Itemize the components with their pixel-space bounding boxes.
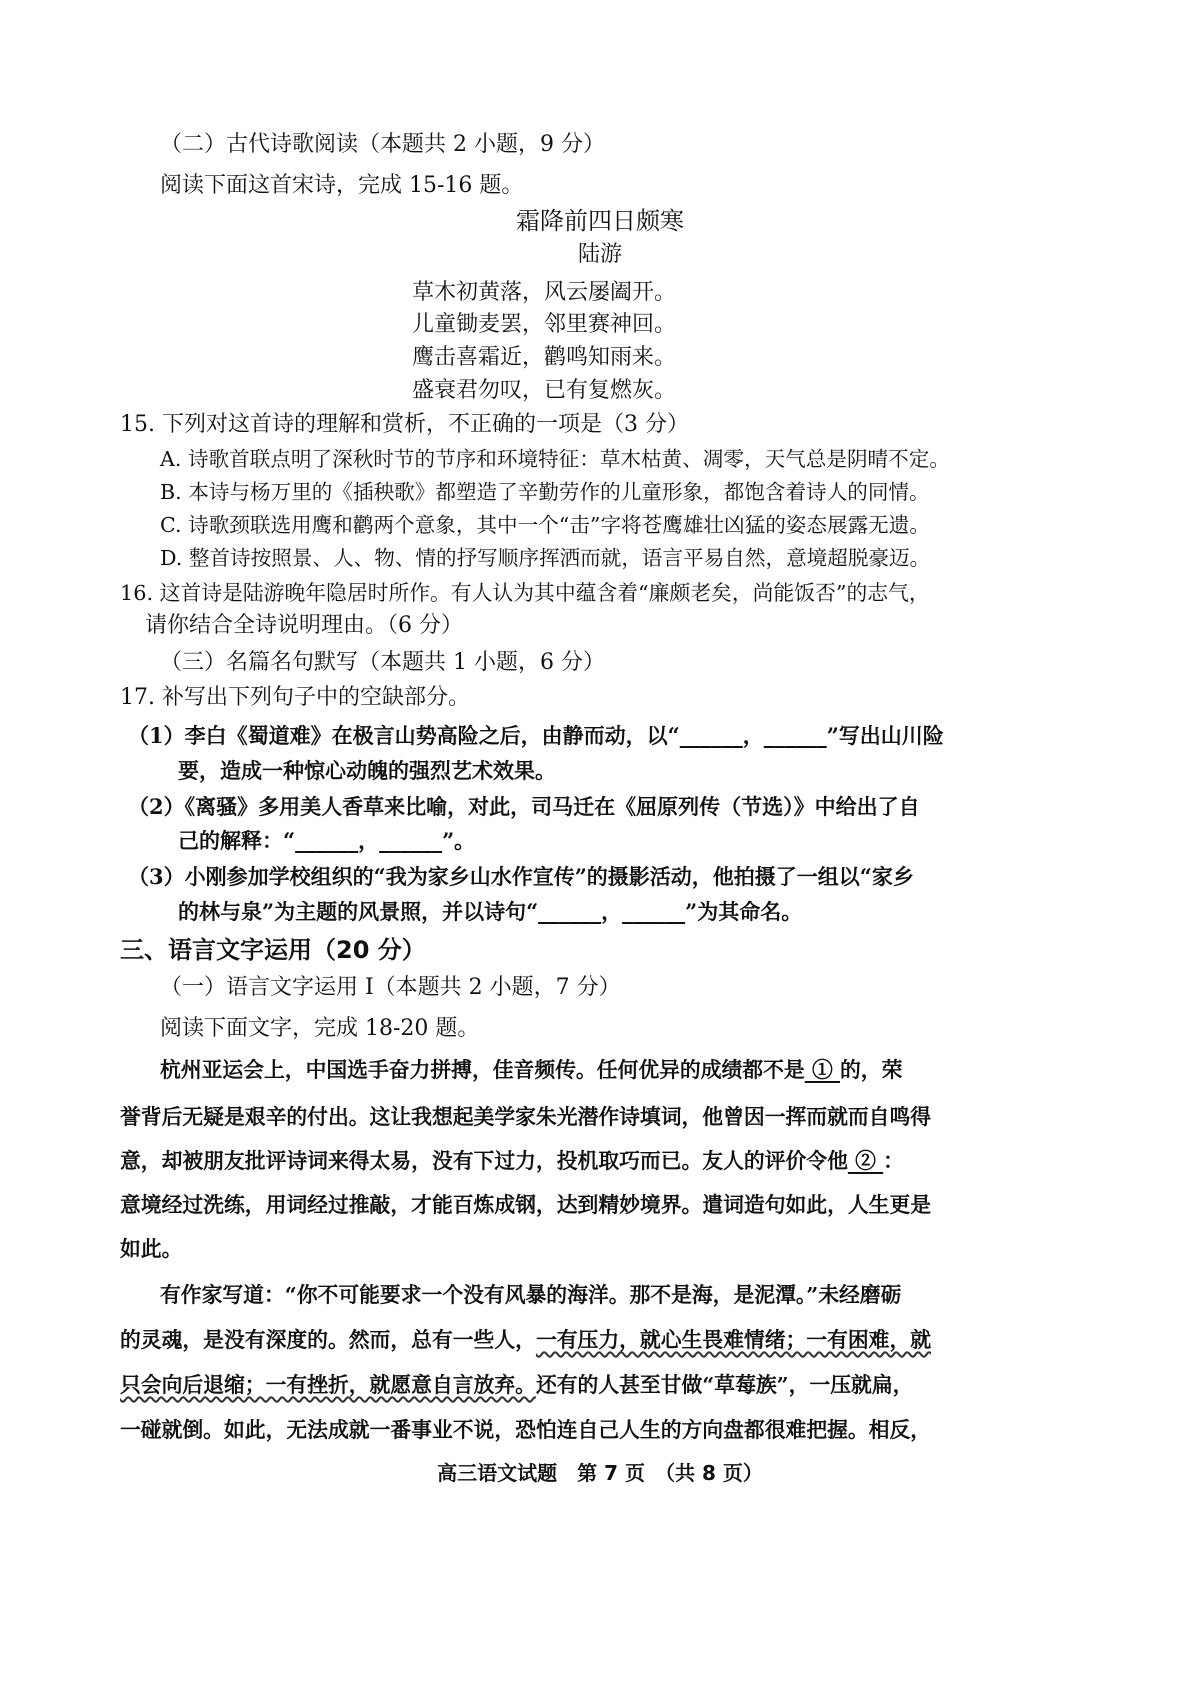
question-15-option-b: B. 本诗与杨万里的《插秧歌》都塑造了辛勤劳作的儿童形象，都饱含着诗人的同情。 (160, 480, 930, 504)
poem-author: 陆游 (577, 242, 622, 267)
blank-1[interactable]: ① (804, 1057, 840, 1082)
passage-paragraph-2-line-4: 一碰就倒。如此，无法成就一番事业不说，恐怕连自己人生的方向盘都很难把握。相反， (120, 1417, 932, 1442)
part-3-heading: 三、语言文字运用（20 分） (120, 936, 426, 964)
question-15-option-c: C. 诗歌颈联选用鹰和鹳两个意象，其中一个“击”字将苍鹰雄壮凶猛的姿态展露无遗。 (160, 513, 930, 537)
passage-paragraph-1-line-4: 意境经过洗练，用词经过推敲，才能百炼成钢，达到精妙境界。遣词造句如此，人生更是 (120, 1192, 932, 1217)
poem-line: 儿童锄麦罢，邻里赛神回。 (412, 312, 677, 337)
poem-line: 盛衰君勿叹，已有复燃灰。 (412, 378, 677, 403)
passage-paragraph-2-line-2: 的灵魂，是没有深度的。然而，总有一些人，一有压力，就心生畏难情绪；一有困难，就 (120, 1327, 932, 1352)
passage-paragraph-2-line-3: 只会向后退缩；一有挫折，就愿意自言放弃。还有的人甚至甘做“草莓族”，一压就扁， (120, 1372, 914, 1397)
passage-paragraph-1-line-2: 誉背后无疑是艰辛的付出。这让我想起美学家朱光潜作诗填词，他曾因一挥而就而自鸣得 (120, 1104, 932, 1129)
section-header-famous-lines: （三）名篇名句默写（本题共 1 小题，6 分） (160, 650, 605, 675)
question-17-item-1-line-1: （1）李白《蜀道难》在极言山势高险之后，由静而动，以“______，______”写出山川险 (128, 723, 944, 748)
poem-instruction: 阅读下面这首宋诗，完成 15-16 题。 (160, 173, 524, 198)
passage-instruction: 阅读下面文字，完成 18-20 题。 (160, 1016, 480, 1041)
question-16-line-1: 16. 这首诗是陆游晚年隐居时所作。有人认为其中蕴含着“廉颇老矣，尚能饭否”的志气， (120, 581, 930, 605)
passage-paragraph-1-line-3: 意，却被朋友批评诗词来得太易，没有下过力，投机取巧而已。友人的评价令他 ② ： (120, 1148, 904, 1173)
question-16-line-2: 请你结合全诗说明理由。（6 分） (145, 613, 463, 638)
passage-paragraph-1-line-5: 如此。 (120, 1236, 183, 1261)
section-header-language-use: （一）语言文字运用 Ⅰ（本题共 2 小题，7 分） (160, 975, 621, 1000)
poem-title: 霜降前四日颇寒 (516, 207, 684, 235)
question-17-item-3-line-1: （3）小刚参加学校组织的“我为家乡山水作宣传”的摄影活动，他拍摄了一组以“家乡 (128, 864, 914, 889)
question-17-stem: 17. 补写出下列句子中的空缺部分。 (120, 685, 470, 710)
wavy-underlined-phrase: 一有压力，就心生畏难情绪；一有困难，就 (535, 1327, 932, 1352)
blank-2[interactable]: ② (847, 1148, 884, 1173)
poem-line: 草木初黄落，风云屡阖开。 (412, 280, 677, 305)
page-footer: 高三语文试题 第 7 页 （共 8 页） (437, 1461, 763, 1485)
passage-paragraph-1-line-1: 杭州亚运会上，中国选手奋力拼搏，佳音频传。任何优异的成绩都不是 ① 的，荣 (160, 1057, 903, 1082)
question-17-item-1-line-2: 要，造成一种惊心动魄的强烈艺术效果。 (178, 758, 556, 783)
question-17-item-3-line-2: 的林与泉”为主题的风景照，并以诗句“______，______”为其命名。 (178, 899, 803, 924)
wavy-underlined-phrase: 只会向后退缩；一有挫折，就愿意自言放弃。 (120, 1372, 536, 1397)
poem-line: 鹰击喜霜近，鹳鸣知雨来。 (412, 345, 677, 370)
question-15-option-a: A. 诗歌首联点明了深秋时节的节序和环境特征：草木枯黄、凋零，天气总是阴晴不定。 (160, 447, 950, 471)
question-15-option-d: D. 整首诗按照景、人、物、情的抒写顺序挥洒而就，语言平易自然，意境超脱豪迈。 (160, 546, 931, 570)
passage-paragraph-2-line-1: 有作家写道：“你不可能要求一个没有风暴的海洋。那不是海，是泥潭。”未经磨砺 (160, 1282, 902, 1307)
question-15-stem: 15. 下列对这首诗的理解和赏析，不正确的一项是（3 分） (120, 412, 689, 437)
question-17-item-2-line-2: 己的解释：“______，______”。 (178, 828, 476, 853)
section-header-ancient-poetry: （二）古代诗歌阅读（本题共 2 小题，9 分） (160, 132, 605, 157)
question-17-item-2-line-1: （2）《离骚》多用美人香草来比喻，对此，司马迁在《屈原列传（节选）》中给出了自 (128, 794, 920, 819)
